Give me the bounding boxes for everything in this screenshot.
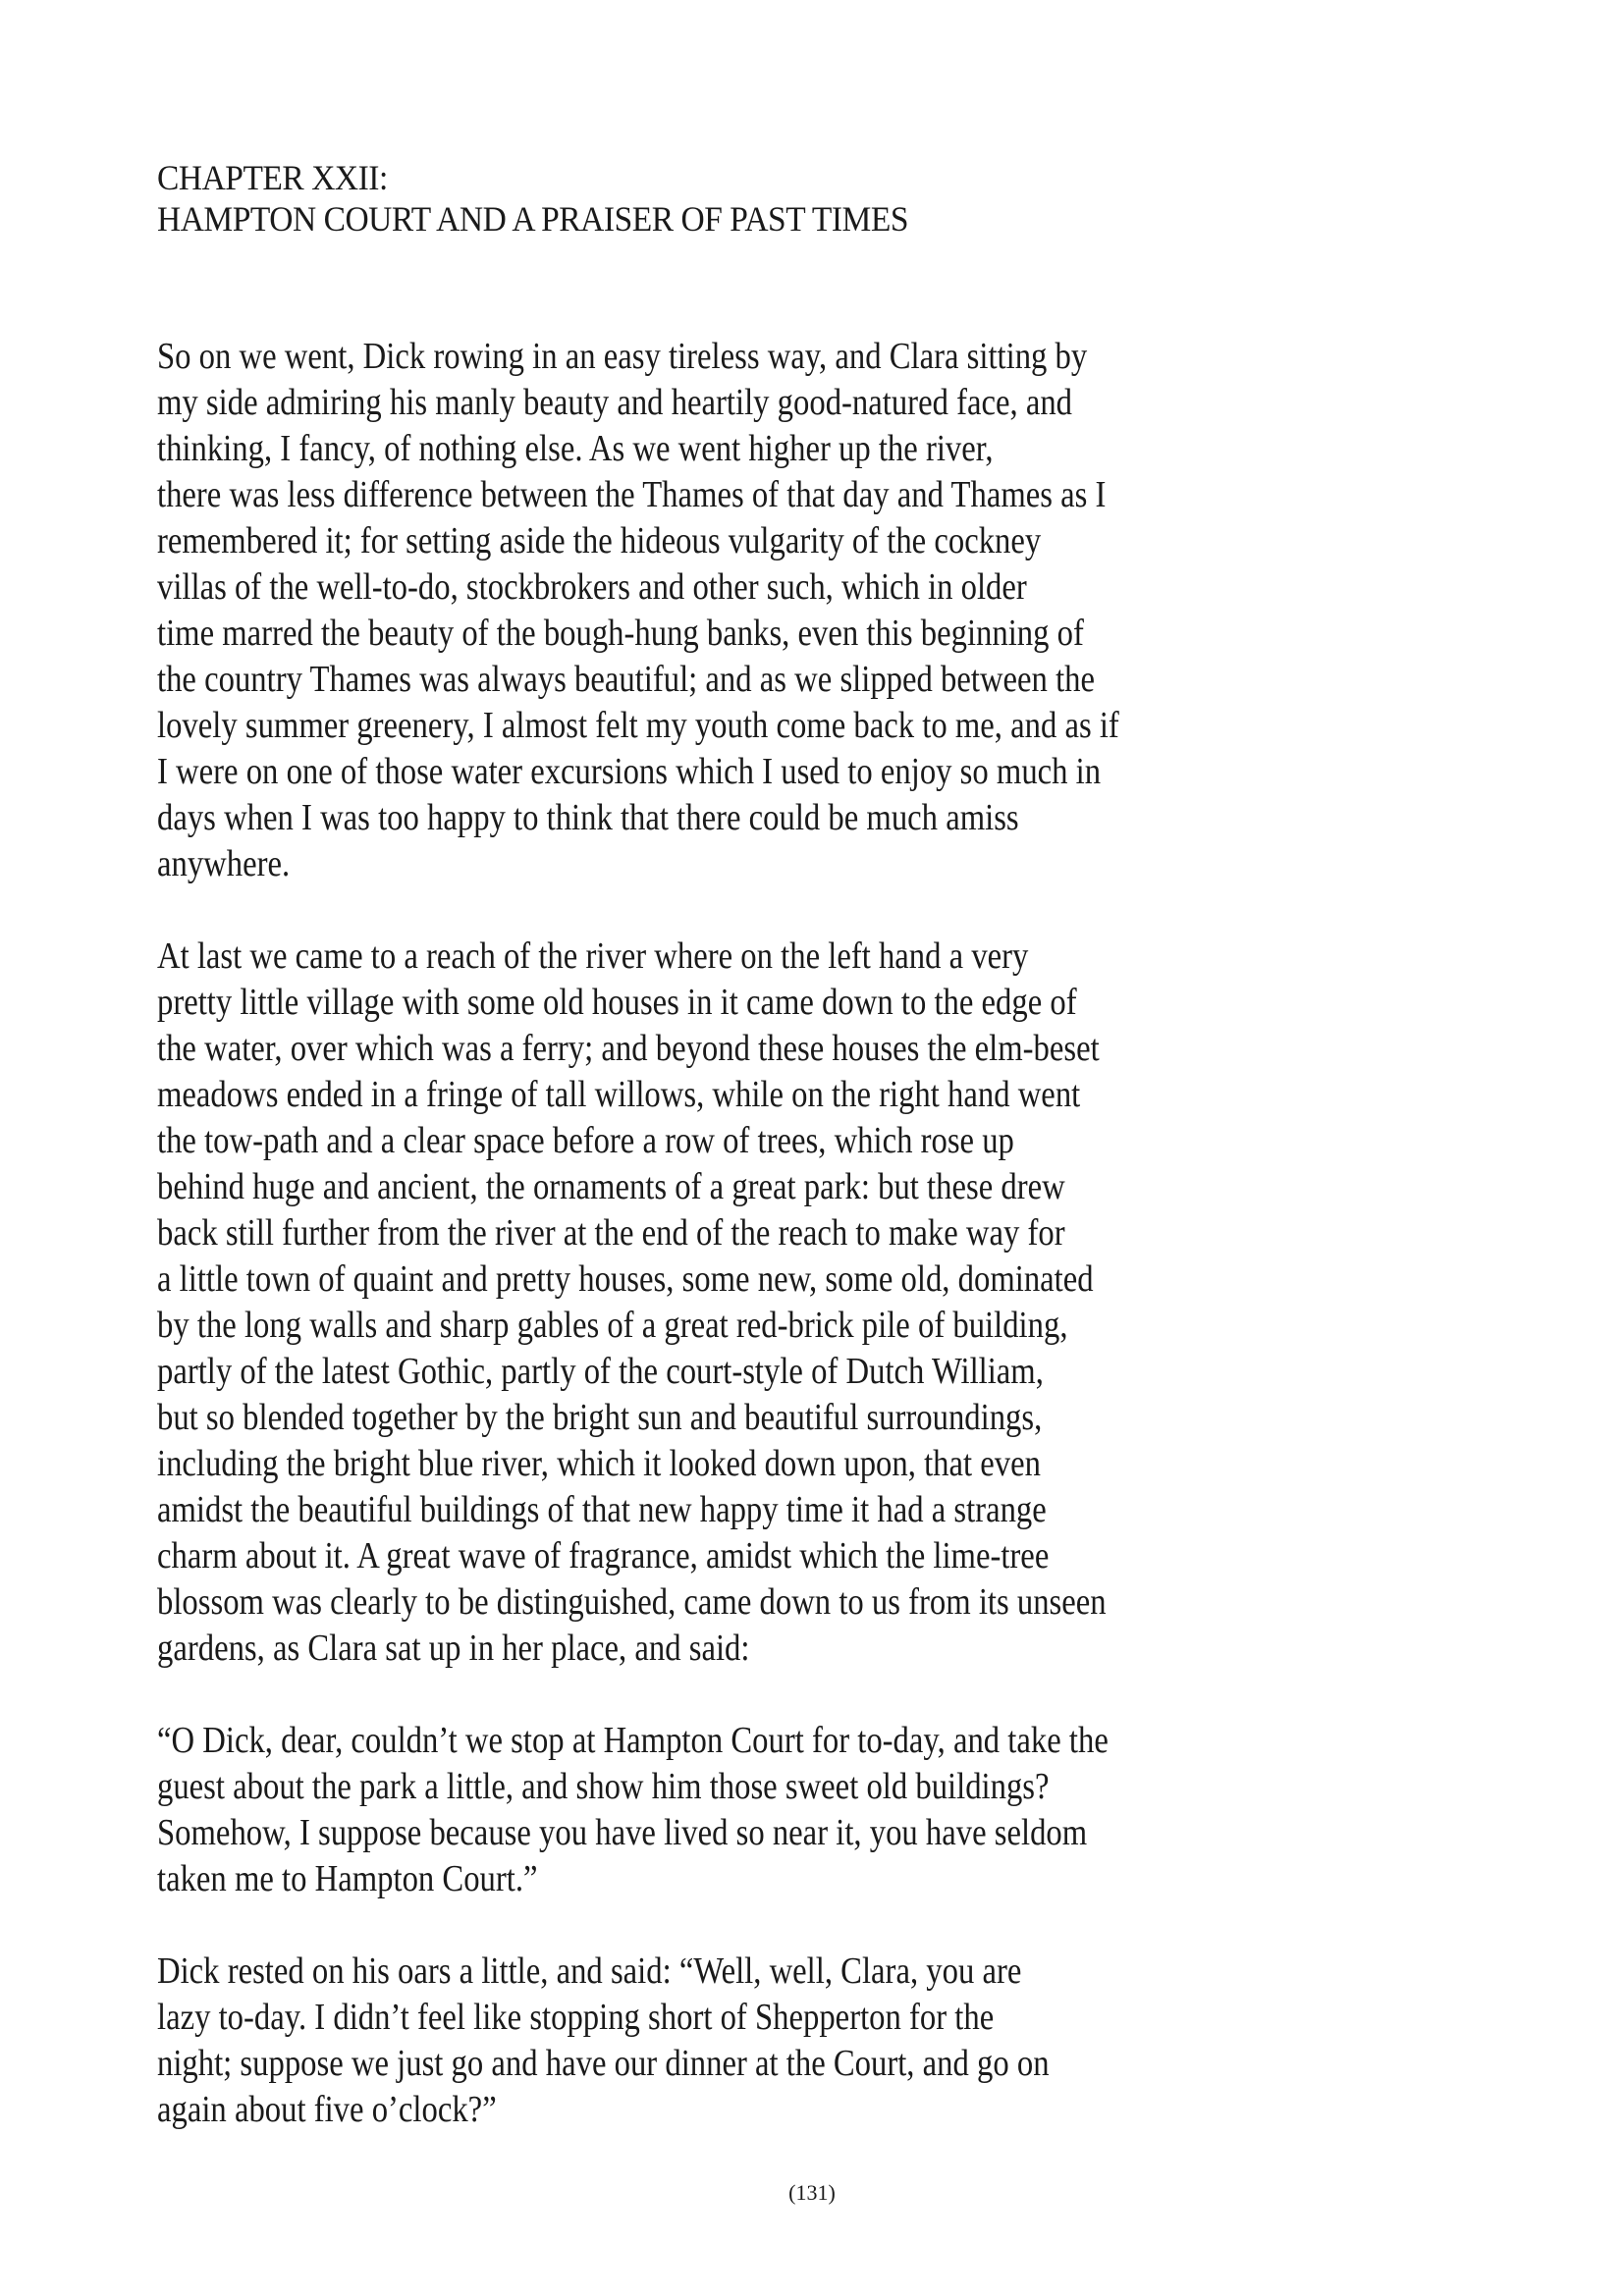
text-line: remembered it; for setting aside the hideous vulgarity of the cockney [157,520,1042,561]
text-line: At last we came to a reach of the river where on the left hand a very [157,935,1029,977]
text-line: night; suppose we just go and have our dinner at the Court, and go on [157,2043,1050,2084]
paragraph [157,934,1339,1672]
text-line: meadows ended in a fringe of tall willows, while on the right hand went [157,1074,1081,1115]
text-line: again about five o’clock?” [157,2089,497,2130]
text-line: time marred the beauty of the bough-hung banks, even this beginning of [157,613,1084,654]
text-line: the country Thames was always beautiful; and as we slipped between the [157,659,1096,700]
text-line: back still further from the river at the end of the reach to make way for [157,1212,1065,1254]
chapter-number: CHAPTER XXII: [157,158,388,197]
chapter-title: HAMPTON COURT AND A PRAISER OF PAST TIMES [157,199,909,239]
body-text [157,334,1339,2179]
text-line: by the long walls and sharp gables of a great red-brick pile of building, [157,1305,1068,1346]
text-line: the tow-path and a clear space before a row of trees, which rose up [157,1120,1014,1161]
text-line: blossom was clearly to be distinguished, came down to us from its unseen [157,1581,1107,1623]
text-line: So on we went, Dick rowing in an easy tireless way, and Clara sitting by [157,336,1088,377]
text-line: anywhere. [157,843,291,884]
text-line: guest about the park a little, and show him those sweet old buildings? [157,1766,1050,1807]
text-line: thinking, I fancy, of nothing else. As we went higher up the river, [157,428,994,469]
paragraph [157,1718,1339,1902]
text-line: amidst the beautiful buildings of that new happy time it had a strange [157,1489,1047,1530]
chapter-heading [157,157,908,240]
text-line: villas of the well-to-do, stockbrokers and other such, which in older [157,566,1027,608]
text-line: there was less difference between the Thames of that day and Thames as I [157,474,1107,515]
text-line: including the bright blue river, which it looked down upon, that even [157,1443,1041,1484]
text-line: the water, over which was a ferry; and beyond these houses the elm-beset [157,1028,1100,1069]
text-line: taken me to Hampton Court.” [157,1858,538,1899]
text-line: “O Dick, dear, couldn’t we stop at Hampton Court for to-day, and take the [157,1720,1109,1761]
text-line: pretty little village with some old houses in it came down to the edge of [157,982,1077,1023]
paragraph [157,1949,1339,2133]
text-line: partly of the latest Gothic, partly of the court-style of Dutch William, [157,1351,1044,1392]
text-line: I were on one of those water excursions which I used to enjoy so much in [157,751,1102,792]
text-line: lovely summer greenery, I almost felt my youth come back to me, and as if [157,705,1119,746]
text-line: charm about it. A great wave of fragrance, amidst which the lime-tree [157,1535,1050,1576]
text-line: a little town of quaint and pretty houses, some new, some old, dominated [157,1258,1094,1300]
text-line: Somehow, I suppose because you have lived so near it, you have seldom [157,1812,1088,1853]
paragraph [157,334,1339,887]
text-line: gardens, as Clara sat up in her place, and said: [157,1628,750,1669]
text-line: my side admiring his manly beauty and heartily good-natured face, and [157,382,1073,423]
page-number: (131) [788,2180,836,2205]
text-line: lazy to-day. I didn’t feel like stopping short of Shepperton for the [157,1997,995,2038]
text-line: but so blended together by the bright sun and beautiful surroundings, [157,1397,1043,1438]
text-line: behind huge and ancient, the ornaments of a great park: but these drew [157,1166,1065,1207]
text-line: Dick rested on his oars a little, and said: “Well, well, Clara, you are [157,1950,1022,1992]
text-line: days when I was too happy to think that there could be much amiss [157,797,1019,838]
